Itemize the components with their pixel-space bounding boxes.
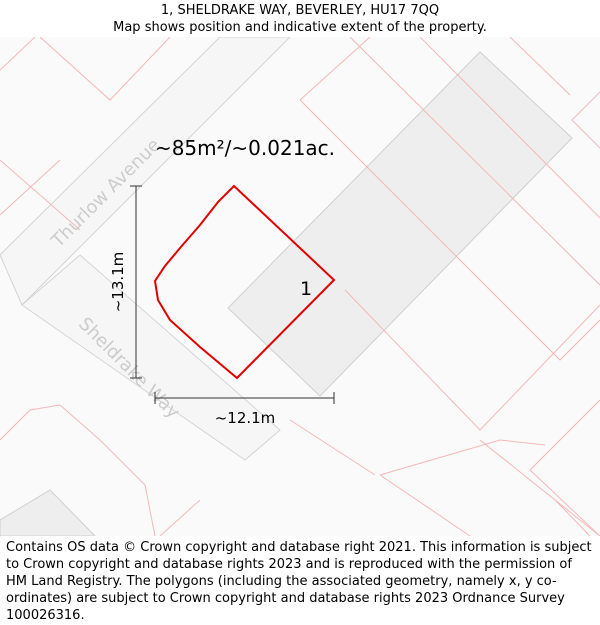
- street-label-sheldrake-way: Sheldrake Way: [74, 313, 184, 423]
- width-label: ~12.1m: [214, 409, 276, 427]
- height-label: ~13.1m: [109, 251, 127, 313]
- area-label: ~85m²/~0.021ac.: [154, 136, 336, 160]
- map-header: [0, 0, 600, 36]
- property-map[interactable]: [0, 37, 600, 536]
- copyright-notice: Contains OS data © Crown copyright and database right 2021. This information is subject to Crown copyright and database rights 2023 and is reproduced with the permission of HM Land Registry. The polygons (including the associated geometry, namely x, y co-ordinates) are subject to Crown copyright and database rights 2023 Ordnance Survey 100026316.: [6, 540, 592, 623]
- street-label-thurlow-avenue: Thurlow Avenue: [47, 134, 165, 252]
- address-title: 1, SHELDRAKE WAY, BEVERLEY, HU17 7QQ: [160, 3, 440, 18]
- map-subtitle: Map shows position and indicative extent of the property.: [113, 20, 487, 35]
- plot-number: 1: [299, 278, 313, 300]
